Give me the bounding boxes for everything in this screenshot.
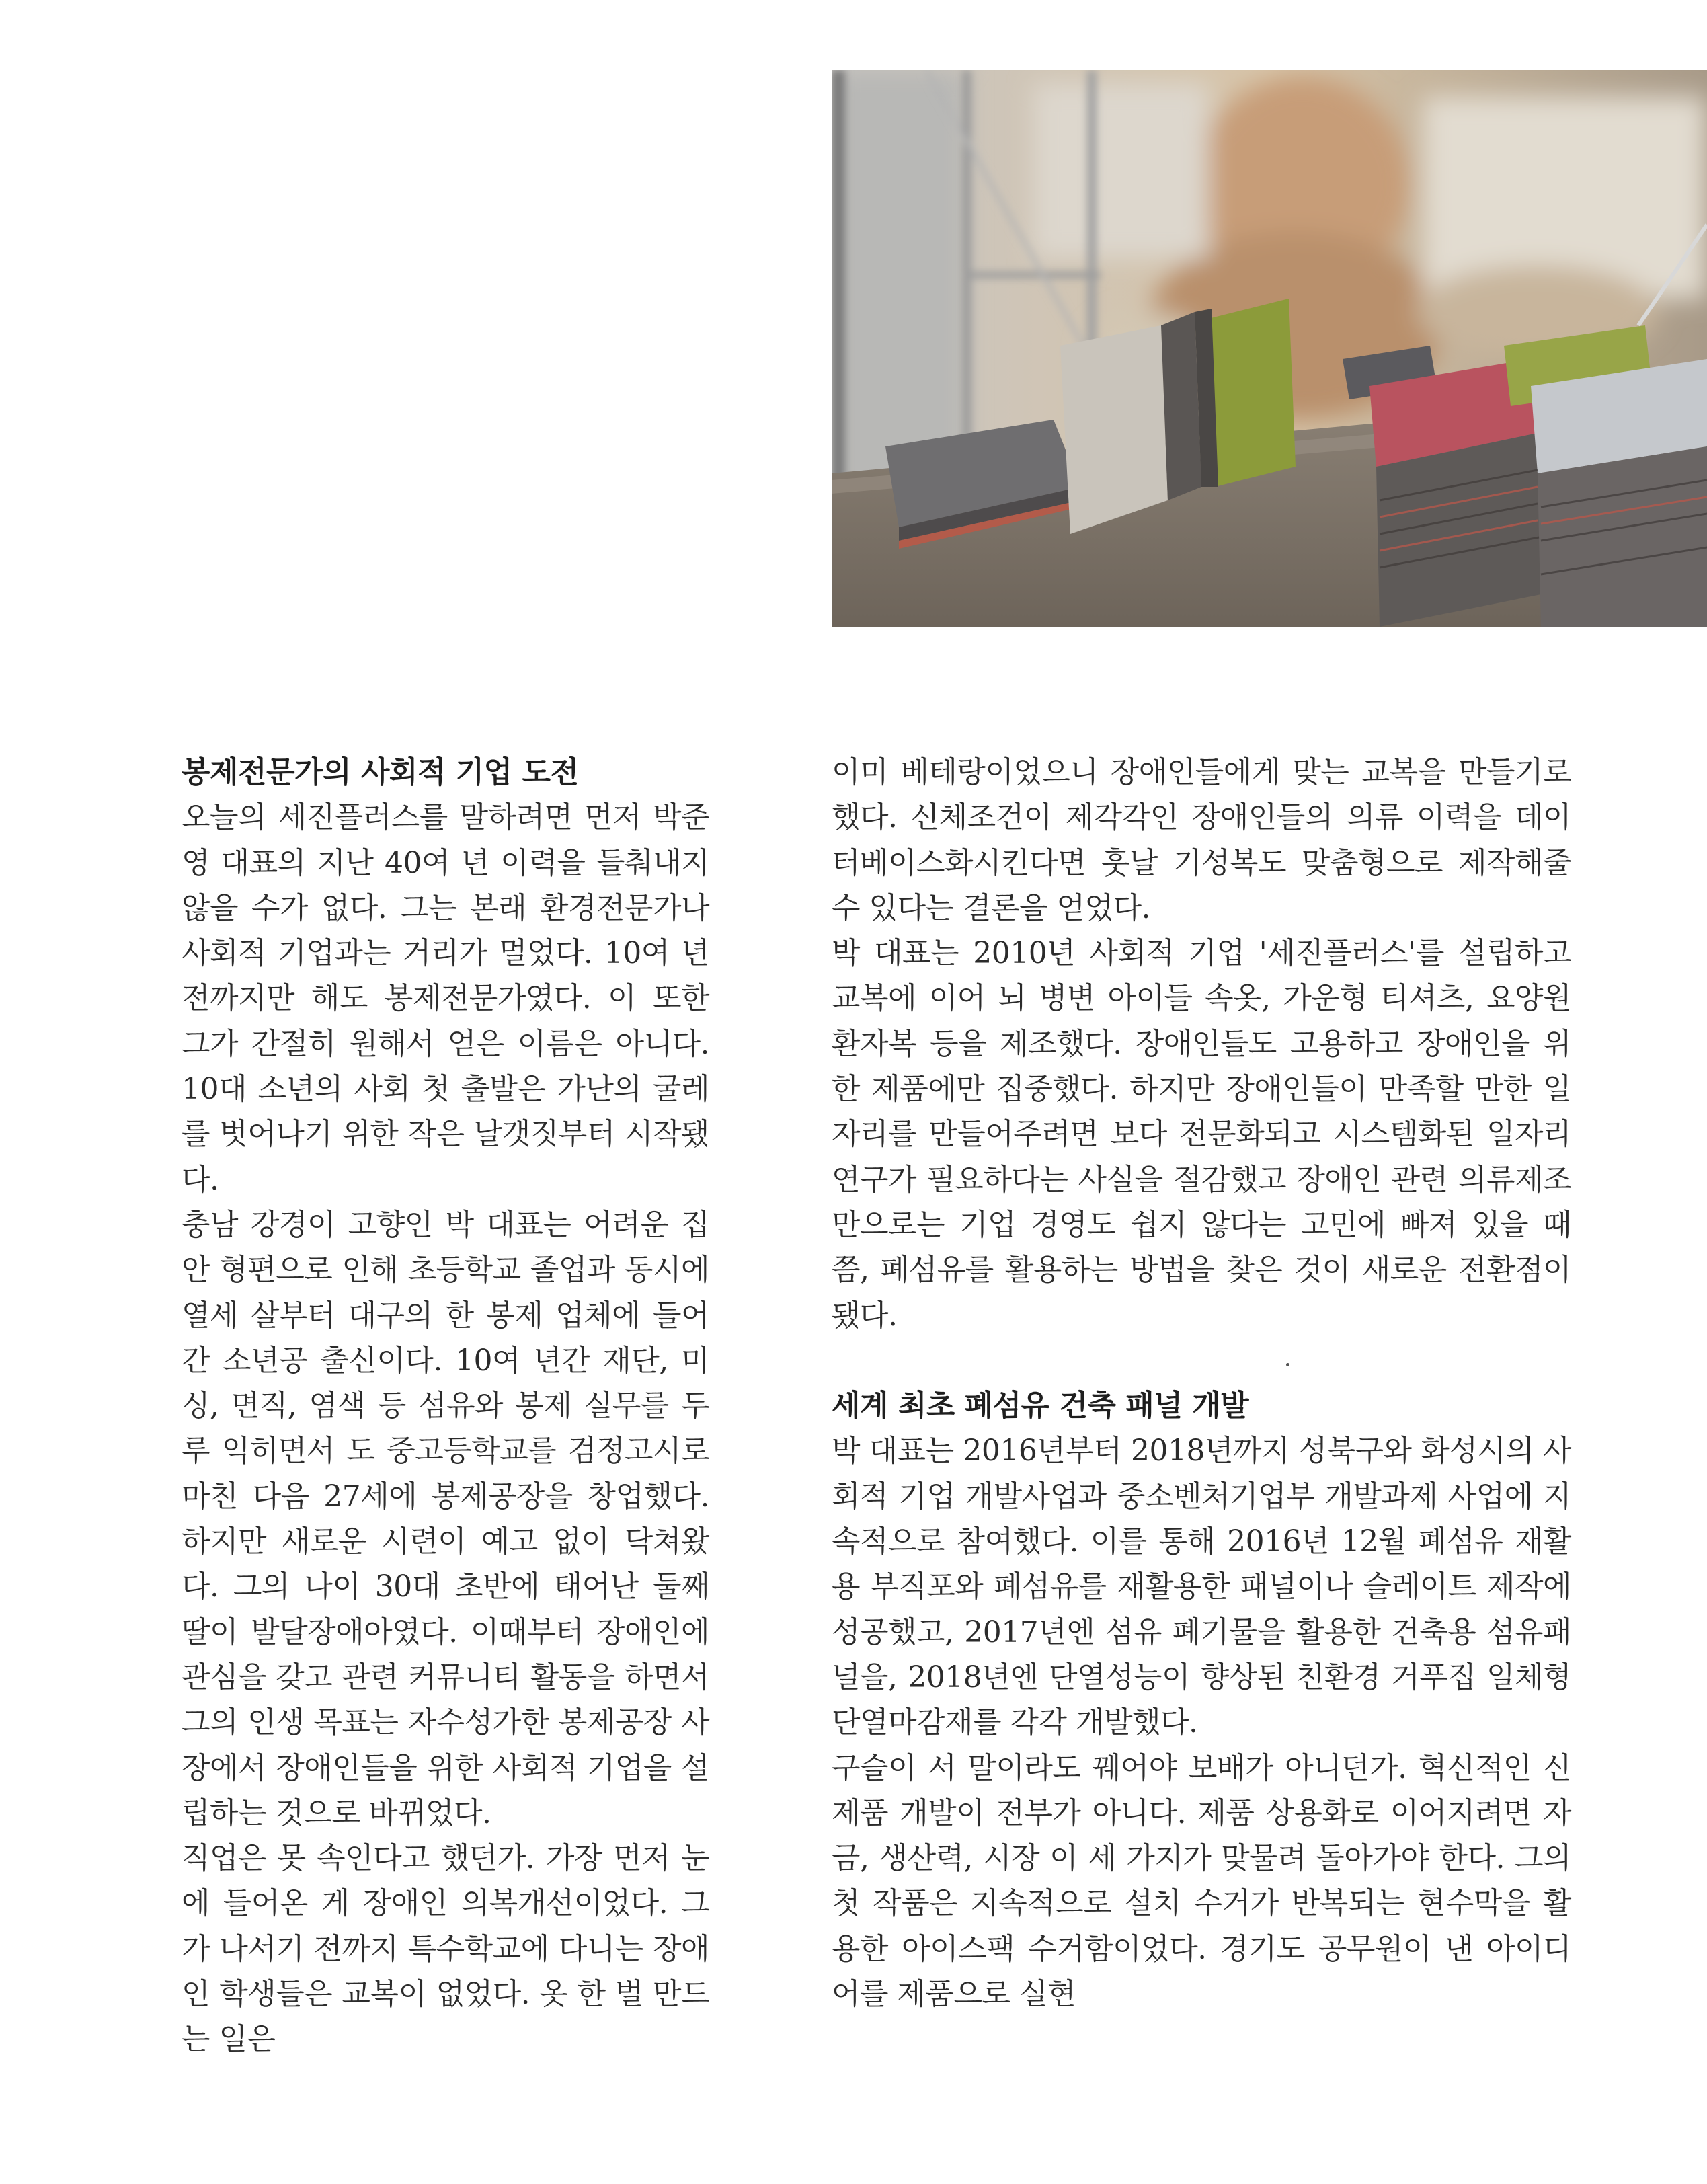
product-photo bbox=[832, 70, 1707, 627]
section-spacer bbox=[832, 1338, 1571, 1383]
body-paragraph: 박 대표는 2016년부터 2018년까지 성북구와 화성시의 사회적 기업 개발사업과 중소벤처기업부 개발과제 사업에 지속적으로 참여했다. 이를 통해 2016년 12월 폐섬유 재활용 부직포와 폐섬유를 재활용한 패널이나 슬레이트 제작에 성공했고, 2017년엔 섬유 폐기물을 활용한 건축용 섬유패널을, 2018년엔 단열성능이 향상된 친환경 거푸집 일체형 단열마감재를 각각 개발했다. bbox=[832, 1434, 1571, 1740]
body-paragraph: 충남 강경이 고향인 박 대표는 어려운 집안 형편으로 인해 초등학교 졸업과 동시에 열세 살부터 대구의 한 봉제 업체에 들어간 소년공 출신이다. 10여 년간 재단, 미싱, 면직, 염색 등 섬유와 봉제 실무를 두루 익히면서 도 중고등학교를 검정고시로 마친 다음 27세에 봉제공장을 창업했다. 하지만 새로운 시련이 예고 없이 닥쳐왔다. 그의 나이 30대 초반에 태어난 둘째 딸이 발달장애아였다. 이때부터 장애인에 관심을 갖고 관련 커뮤니티 활동을 하면서 그의 인생 목표는 자수성가한 봉제공장 사장에서 장애인들을 위한 사회적 기업을 설립하는 것으로 바뀌었다. bbox=[182, 1207, 709, 1830]
body-paragraph: 직업은 못 속인다고 했던가. 가장 먼저 눈에 들어온 게 장애인 의복개선이었다. 그가 나서기 전까지 특수학교에 다니는 장애인 학생들은 교복이 없었다. 옷 한 벌 만드는 일은 bbox=[182, 1841, 709, 2057]
body-paragraph: 이미 베테랑이었으니 장애인들에게 맞는 교복을 만들기로 했다. 신체조건이 제각각인 장애인들의 의류 이력을 데이터베이스화시킨다면 훗날 기성복도 맞춤형으로 제작해줄 수 있다는 결론을 얻었다. bbox=[832, 755, 1571, 925]
section-heading-social-enterprise: 봉제전문가의 사회적 기업 도전 bbox=[182, 755, 579, 789]
body-paragraph: 구슬이 서 말이라도 꿰어야 보배가 아니던가. 혁신적인 신제품 개발이 전부가 아니다. 제품 상용화로 이어지려면 자금, 생산력, 시장 이 세 가지가 맞물려 돌아가야 한다. 그의 첫 작품은 지속적으로 설치 수거가 반복되는 현수막을 활용한 아이스팩 수거함이었다. 경기도 공무원이 낸 아이디어를 제품으로 실현 bbox=[832, 1750, 1571, 2012]
body-paragraph: 오늘의 세진플러스를 말하려면 먼저 박준영 대표의 지난 40여 년 이력을 들춰내지 않을 수가 없다. 그는 본래 환경전문가나 사회적 기업과는 거리가 멀었다. 10여 년 전까지만 해도 봉제전문가였다. 이 또한 그가 간절히 원해서 얻은 이름은 아니다. 10대 소년의 사회 첫 출발은 가난의 굴레를 벗어나기 위한 작은 날갯짓부터 시작됐다. bbox=[182, 800, 709, 1197]
print-speck bbox=[1286, 1363, 1289, 1366]
section-heading-waste-fiber-panel: 세계 최초 폐섬유 건축 패널 개발 bbox=[832, 1389, 1249, 1424]
body-paragraph: 박 대표는 2010년 사회적 기업 '세진플러스'를 설립하고 교복에 이어 뇌 병변 아이들 속옷, 가운형 티셔츠, 요양원 환자복 등을 제조했다. 장애인들도 고용하고 장애인을 위한 제품에만 집중했다. 하지만 장애인들이 만족할 만한 일자리를 만들어주려면 보다 전문화되고 시스템화된 일자리 연구가 필요하다는 사실을 절감했고 장애인 관련 의류제조만으로는 기업 경영도 쉽지 않다는 고민에 빠져 있을 때 쯤, 폐섬유를 활용하는 방법을 찾은 것이 새로운 전환점이 됐다. bbox=[832, 936, 1571, 1333]
right-column bbox=[832, 750, 1571, 2017]
left-column bbox=[182, 750, 709, 2062]
felt-panel-samples-photo-icon bbox=[832, 70, 1707, 627]
